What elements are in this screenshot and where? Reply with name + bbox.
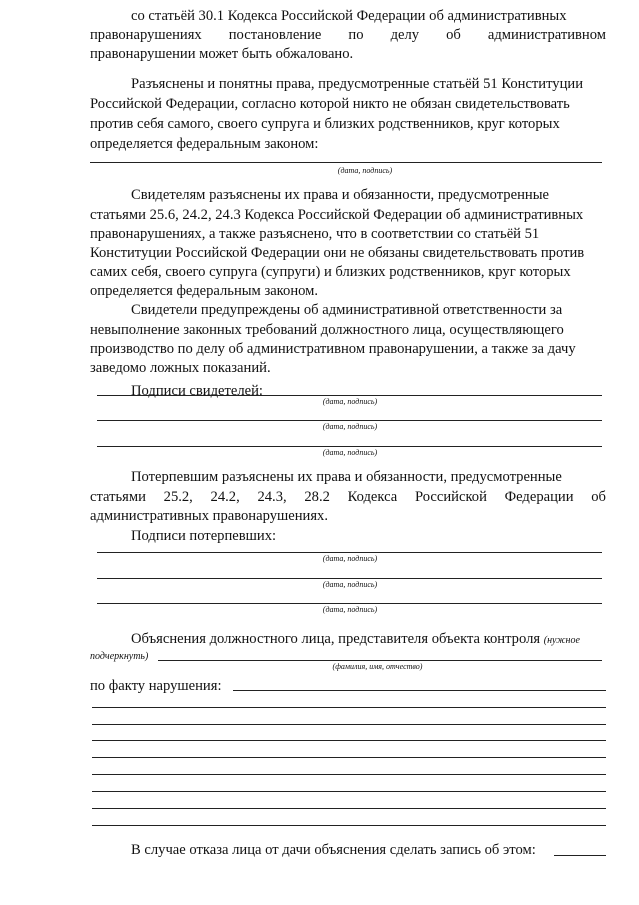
- witness-signature-caption-1: (дата, подпись): [322, 397, 378, 406]
- explanations-name-caption: (фамилия, имя, отчество): [332, 662, 423, 671]
- refusal-line[interactable]: [554, 855, 606, 856]
- violation-line-3[interactable]: [92, 724, 606, 725]
- para-witness-rights-line-5: самих себя, своего супруга (супруги) и близких родственников, круг которых: [90, 264, 571, 280]
- para-rights-line-1: Разъяснены и понятны права, предусмотренные статьёй 51 Конституции: [131, 76, 584, 92]
- violation-line-2[interactable]: [92, 707, 606, 708]
- para-rights-line-4: определяется федеральным законом:: [90, 136, 319, 152]
- para-rights-line-2: Российской Федерации, согласно которой никто не обязан свидетельствовать: [90, 96, 570, 112]
- explanations-note-a: (нужное: [543, 635, 580, 646]
- explanations-name-line[interactable]: [158, 660, 602, 661]
- witness-signature-caption-3: (дата, подпись): [322, 448, 378, 457]
- para-victims-line-1: Потерпевшим разъяснены их права и обязанности, предусмотренные: [131, 469, 562, 485]
- witness-signature-caption-2: (дата, подпись): [322, 422, 378, 431]
- para-witness-rights-line-3: правонарушениях, а также разъяснено, что в соответствии со статьёй 51: [90, 226, 540, 242]
- para-witness-warn-line-3: производство по делу об административном правонарушении, а также за дачу: [90, 341, 576, 357]
- para-rights-line-3: против себя самого, своего супруга и близких родственников, круг которых: [90, 116, 560, 132]
- violation-line-6[interactable]: [92, 774, 606, 775]
- witness-signatures-label: Подписи свидетелей:: [131, 383, 263, 399]
- violation-line-1[interactable]: [233, 690, 606, 691]
- para-victims-line-3: административных правонарушениях.: [90, 508, 328, 524]
- para-witness-warn-line-1: Свидетели предупреждены об административной ответственности за: [131, 302, 563, 318]
- violation-line-9[interactable]: [92, 825, 606, 826]
- violation-line-8[interactable]: [92, 808, 606, 809]
- victim-signature-caption-2: (дата, подпись): [322, 580, 378, 589]
- rights-signature-line[interactable]: [90, 162, 602, 163]
- violation-line-5[interactable]: [92, 757, 606, 758]
- rights-signature-caption: (дата, подпись): [337, 166, 393, 175]
- violation-line-4[interactable]: [92, 740, 606, 741]
- victim-signatures-label: Подписи потерпевших:: [131, 528, 277, 544]
- para-top-line-2: правонарушениях постановление по делу об административном: [90, 27, 606, 43]
- explanations-note-b: подчеркнуть): [90, 651, 149, 662]
- violation-line-7[interactable]: [92, 791, 606, 792]
- para-victims-line-2: статьями 25.2, 24.2, 24.3, 28.2 Кодекса Российской Федерации об: [90, 489, 606, 505]
- para-witness-warn-line-2: невыполнение законных требований должностного лица, осуществляющего: [90, 322, 564, 338]
- witness-signature-line-3[interactable]: [97, 446, 602, 447]
- victim-signature-line-3[interactable]: [97, 603, 602, 604]
- witness-signature-line-2[interactable]: [97, 420, 602, 421]
- refusal-text: В случае отказа лица от дачи объяснения сделать запись об этом:: [131, 842, 536, 858]
- para-top-line-3: правонарушении может быть обжаловано.: [90, 46, 354, 62]
- victim-signature-line-1[interactable]: [97, 552, 602, 553]
- explanations-title: Объяснения должностного лица, представителя объекта контроля: [131, 631, 541, 647]
- para-witness-warn-line-4: заведомо ложных показаний.: [90, 360, 271, 376]
- witness-signature-line-1[interactable]: [97, 395, 602, 396]
- para-top-line-1: со статьёй 30.1 Кодекса Российской Федерации об административных: [131, 8, 567, 24]
- para-witness-rights-line-1: Свидетелям разъяснены их права и обязанности, предусмотренные: [131, 187, 549, 203]
- explanations-line-1: [131, 629, 580, 651]
- victim-signature-caption-3: (дата, подпись): [322, 605, 378, 614]
- para-witness-rights-line-2: статьями 25.6, 24.2, 24.3 Кодекса Российской Федерации об административных: [90, 207, 584, 223]
- victim-signature-caption-1: (дата, подпись): [322, 554, 378, 563]
- victim-signature-line-2[interactable]: [97, 578, 602, 579]
- para-witness-rights-line-4: Конституции Российской Федерации они не обязаны свидетельствовать против: [90, 245, 585, 261]
- violation-label: по факту нарушения:: [90, 678, 222, 694]
- para-witness-rights-line-6: определяется федеральным законом.: [90, 283, 319, 299]
